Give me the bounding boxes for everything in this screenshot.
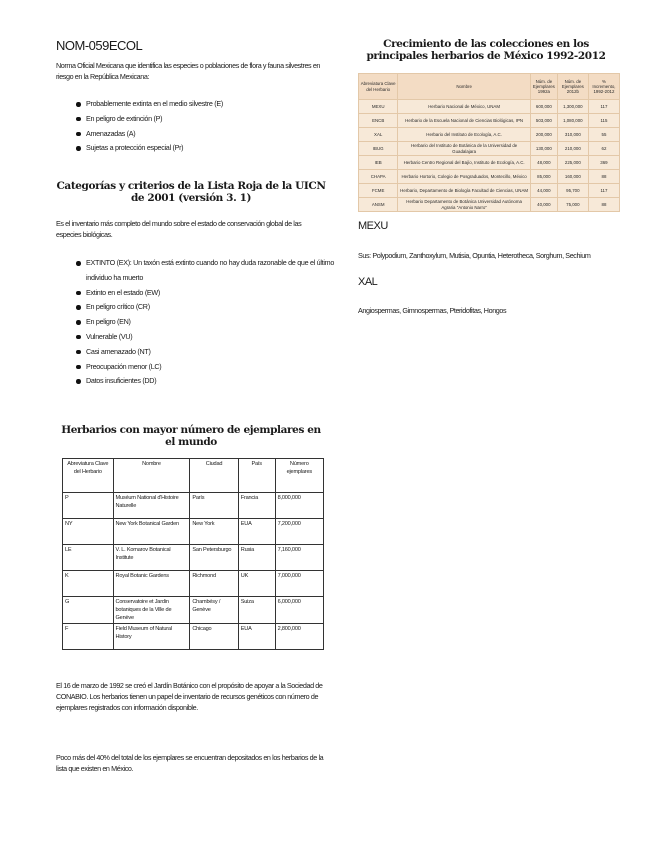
herbaria-world-cell: P [63,493,114,519]
herbaria-growth-cell: CHAPA [359,170,398,184]
herbaria-growth-cell: 130,000 [530,142,557,156]
herbaria-world-cell: NY [63,519,114,545]
nom-intro: Norma Oficial Mexicana que identifica las especies o poblaciones de flora y fauna silvestres en riesgo en la República Mexicana: [56,61,321,81]
herbaria-growth-row [359,170,620,184]
iucn-category-item: Vulnerable (VU) [86,330,356,345]
herbaria-growth-cell: 210,000 [557,142,588,156]
herbaria-growth-header-cell: Núm. de Ejemplares 1992a [530,74,557,100]
herbaria-growth-cell: 200,000 [530,128,557,142]
herbaria-growth-cell: Herbario Hortorio, Colegio de Posgraduados, Montecillo, México [398,170,531,184]
herbaria-world-cell: Muséum National d'Histoire Naturelle [113,493,190,519]
herbaria-world-header-cell: Ciudad [190,459,238,493]
herbaria-world-cell: Chicago [190,624,238,650]
herbaria-growth-cell: ANSM [359,198,398,212]
herbaria-world-cell: 8,000,000 [275,493,323,519]
herbaria-growth-row [359,128,620,142]
herbaria-growth-cell: 88 [588,170,619,184]
herbaria-growth-cell: IBUG [359,142,398,156]
herbaria-growth-header-cell: Núm. de Ejemplares 2012b [557,74,588,100]
iucn-category-item: Casi amenazado (NT) [86,345,356,360]
herbaria-growth-row [359,156,620,170]
herbaria-growth-cell: Herbario Departamento de Botánica Universidad Autónoma Agraria "Antonio Narro" [398,198,531,212]
herbaria-world-cell: 2,800,000 [275,624,323,650]
herbaria-world-row [63,624,324,650]
nom-category-item: En peligro de extinción (P) [86,112,356,127]
iucn-intro: Es el inventario más completo del mundo sobre el estado de conservación global de las especies biológicas. [56,219,302,239]
closing-paragraph-2: Poco más del 40% del total de los ejemplares se encuentran depositados en los herbarios de la lista que existen en México. [56,753,324,773]
herbaria-growth-cell: 62 [588,142,619,156]
herbaria-growth-cell: Herbario Centro Regional del Bajío, Instituto de Ecología, A.C. [398,156,531,170]
herbaria-world-cell: Rusia [238,545,275,571]
herbaria-world-row [63,519,324,545]
herbaria-growth-cell: 1,300,000 [557,100,588,114]
herbaria-growth-cell: FCME [359,184,398,198]
herbaria-world-header-cell: Número ejemplares [275,459,323,493]
herbaria-growth-cell: 115 [588,114,619,128]
herbaria-growth-cell: 44,000 [530,184,557,198]
herbaria-world-cell: K [63,571,114,597]
xal-label: XAL [358,276,378,288]
herbaria-growth-cell: XAL [359,128,398,142]
herbaria-world-cell: 7,160,000 [275,545,323,571]
herbaria-growth-cell: 600,000 [530,100,557,114]
nom-title: NOM-059ECOL [56,38,143,53]
herbaria-growth-cell: 369 [588,156,619,170]
herbaria-world-cell: París [190,493,238,519]
herbaria-world-row [63,493,324,519]
herbaria-world-header-cell: Nombre [113,459,190,493]
herbaria-growth-cell: 95,700 [557,184,588,198]
herbaria-growth-row [359,198,620,212]
herbaria-world-table [62,458,324,650]
nom-category-item: Sujetas a protección especial (Pr) [86,141,356,156]
herbaria-world-cell: New York Botanical Garden [113,519,190,545]
herbaria-world-header-row [63,459,324,493]
herbaria-world-cell: San Petersburgo [190,545,238,571]
herbaria-world-row [63,597,324,624]
herbaria-growth-cell: 310,000 [557,128,588,142]
herbaria-growth-cell: Herbario, Departamento de Biología Facultad de Ciencias, UNAM [398,184,531,198]
iucn-category-list [56,256,356,389]
herbaria-world-cell: Field Museum of Natural History [113,624,190,650]
iucn-category-item: EXTINTO (EX): Un taxón está extinto cuando no hay duda razonable de que el último individuo ha muerto [86,256,356,286]
iucn-category-item: Datos insuficientes (DD) [86,374,356,389]
herbaria-world-cell: New York [190,519,238,545]
herbaria-world-cell: UK [238,571,275,597]
herbaria-world-cell: EUA [238,519,275,545]
herbaria-growth-cell: 55 [588,128,619,142]
nom-category-item: Amenazadas (A) [86,127,356,142]
herbaria-world-cell: 7,000,000 [275,571,323,597]
mexu-text: Sus: Polypodium, Zanthoxylum, Mutisia, Opuntia, Heterotheca, Sorghum, Sechium [358,251,591,260]
herbaria-world-cell: LE [63,545,114,571]
herbaria-growth-cell: Herbario Nacional de México, UNAM [398,100,531,114]
herbaria-growth-cell: 503,000 [530,114,557,128]
herbaria-growth-cell: 117 [588,100,619,114]
herbaria-growth-header-cell: % Incremento, 1992-2012 [588,74,619,100]
herbaria-world-cell: EUA [238,624,275,650]
herbaria-world-cell: Conservatoire et Jardin botaniques de la Ville de Genève [113,597,190,624]
herbaria-world-cell: V. L. Komarov Botanical Institute [113,545,190,571]
herbaria-growth-cell: 88 [588,198,619,212]
iucn-category-item: Preocupación menor (LC) [86,360,356,375]
herbaria-growth-cell: IEB [359,156,398,170]
herbaria-world-cell: Suiza [238,597,275,624]
herbaria-world-cell: 7,200,000 [275,519,323,545]
herbaria-world-cell: 6,000,000 [275,597,323,624]
herbaria-growth-cell: 40,000 [530,198,557,212]
growth-heading: Crecimiento de las colecciones en los principales herbarios de México 1992-2012 [366,38,606,62]
herbaria-growth-row [359,184,620,198]
herbaria-growth-cell: Herbario del Instituto de Ecología, A.C. [398,128,531,142]
herbaria-world-row [63,571,324,597]
herbaria-growth-cell: 75,000 [557,198,588,212]
iucn-category-item: En peligro crítico (CR) [86,300,356,315]
herbaria-world-cell: Francia [238,493,275,519]
herbaria-growth-cell: 225,000 [557,156,588,170]
xal-text: Angiospermas, Gimnospermas, Pteridofitas, Hongos [358,306,507,315]
herbaria-growth-cell: Herbario del Instituto de Botánica de la Universidad de Guadalajara [398,142,531,156]
herbaria-growth-header-cell: Nombre [398,74,531,100]
herbaria-world-cell: Richmond [190,571,238,597]
herbaria-growth-row [359,114,620,128]
closing-paragraph-1: El 16 de marzo de 1992 se creó el Jardín Botánico con el propósito de apoyar a la Sociedad de CONABIO. Los herbarios tienen un papel de inventario de recursos genéticos con número de ejemplares registrados con información disponible. [56,681,323,712]
herbaria-world-cell: F [63,624,114,650]
herbaria-world-cell: G [63,597,114,624]
herb-heading: Herbarios con mayor número de ejemplares en el mundo [61,424,321,448]
nom-category-item: Probablemente extinta en el medio silvestre (E) [86,97,356,112]
herbaria-growth-header-row [359,74,620,100]
iucn-heading: Categorías y criterios de la Lista Roja de la UICN de 2001 (versión 3. 1) [56,180,326,204]
herbaria-growth-cell: Herbario de la Escuela Nacional de Ciencias Biológicas, IPN [398,114,531,128]
herbaria-growth-cell: ENCB [359,114,398,128]
herbaria-growth-row [359,142,620,156]
iucn-category-item: Extinto en el estado (EW) [86,286,356,301]
herbaria-world-header-cell: País [238,459,275,493]
herbaria-growth-cell: 1,080,000 [557,114,588,128]
herbaria-growth-table [358,73,620,212]
herbaria-growth-cell: 117 [588,184,619,198]
herbaria-growth-header-cell: Abreviatura Clave del Herbario [359,74,398,100]
herbaria-growth-cell: MEXU [359,100,398,114]
herbaria-world-cell: Royal Botanic Gardens [113,571,190,597]
herbaria-growth-cell: 160,000 [557,170,588,184]
herbaria-world-row [63,545,324,571]
herbaria-growth-cell: 48,000 [530,156,557,170]
mexu-label: MEXU [358,220,388,232]
iucn-category-item: En peligro (EN) [86,315,356,330]
herbaria-growth-cell: 85,000 [530,170,557,184]
nom-category-list [56,97,356,156]
herbaria-world-cell: Chambésy / Genève [190,597,238,624]
herbaria-world-header-cell: Abreviatura Clave del Herbario [63,459,114,493]
herbaria-growth-row [359,100,620,114]
